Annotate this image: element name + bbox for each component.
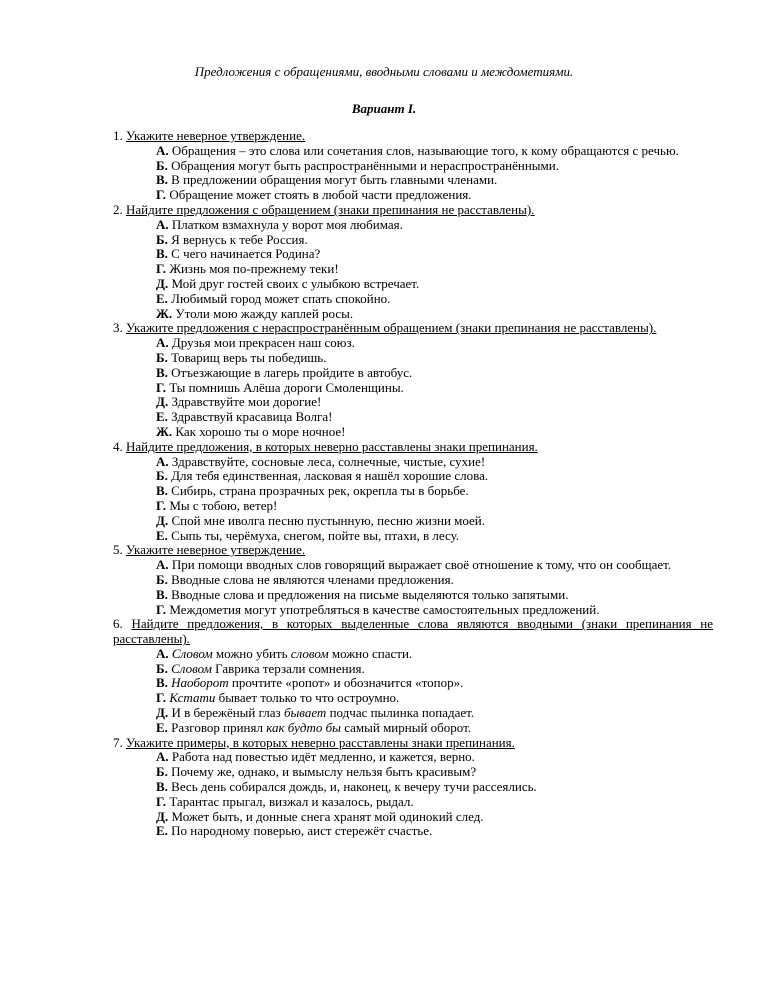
option-text: Весь день собирался дождь, и, наконец, к вечеру тучи рассеялись. [167,779,537,795]
option-text-part: можно убить [212,645,291,661]
answer-option [156,247,713,262]
answer-option [156,765,713,780]
question-text: Найдите предложения с обращением (знаки препинания не расставлены). [126,201,535,217]
answer-option [156,188,713,203]
answer-option [156,292,713,307]
option-text: С чего начинается Родина? [167,246,321,262]
option-letter: А. [156,142,169,158]
option-letter: Б. [156,231,168,247]
question-block [113,203,713,321]
answer-option [156,706,713,721]
answer-option [156,469,713,484]
option-text-part: бывает только то что остроумно. [215,690,400,706]
option-letter: Е. [156,290,168,306]
answer-option [156,455,713,470]
highlighted-word: бывает [283,705,327,721]
answer-option [156,780,713,795]
highlighted-word: словом [290,645,329,661]
option-letter: А. [156,749,169,765]
question-line [113,203,713,218]
answer-option [156,410,713,425]
option-letter: Г. [156,261,167,277]
answer-option [156,173,713,188]
option-text: Товарищ верь ты победишь. [167,349,327,365]
highlighted-word: как будто бы [266,719,341,735]
option-letter: Г. [156,187,167,203]
option-letter: В. [156,246,168,262]
answer-option [156,277,713,292]
option-letter: Д. [156,394,169,410]
option-letter: Д. [156,705,169,721]
option-text-part: И в бережёный глаз [168,705,284,721]
answer-option [156,381,713,396]
option-text: Обращения – это слова или сочетания слов, называющие того, к кому обращаются с речью. [168,142,679,158]
option-letter: Д. [156,808,169,824]
option-letter: А. [156,557,169,573]
answer-option [156,307,713,322]
question-number: 4. [113,438,123,454]
option-letter: В. [156,483,168,499]
option-letter: Е. [156,719,168,735]
document-title: Предложения с обращениями, вводными словами и междометиями. [194,64,574,79]
option-letter: Б. [156,349,168,365]
option-text-part: можно спасти. [328,645,413,661]
question-number: 5. [113,542,123,558]
option-letter: А. [156,453,169,469]
answer-option [156,395,713,410]
question-text: Укажите неверное утверждение. [126,542,306,558]
option-text: Отъезжающие в лагерь пройдите в автобус. [167,364,413,380]
question-line [113,321,713,336]
option-letter: Г. [156,601,167,617]
answer-option [156,529,713,544]
option-text-part: Разговор принял [167,719,267,735]
question-block [113,321,713,439]
question-line [113,440,713,455]
answer-option [156,676,713,691]
question-text: Найдите предложения, в которых неверно расставлены знаки препинания. [126,438,538,454]
option-letter: Е. [156,409,168,425]
option-text: Междометия могут употребляться в качестве самостоятельных предложений. [166,601,600,617]
option-text: Друзья мои прекрасен наш союз. [168,335,355,351]
answer-option [156,351,713,366]
option-text: Вводные слова и предложения на письме выделяются только запятыми. [167,586,569,602]
option-text: Спой мне иволга песню пустынную, песню жизни моей. [168,512,486,528]
question-block [113,736,713,840]
question-line [113,736,713,751]
question-block [113,617,713,735]
question-block [113,543,713,617]
question-number: 3. [113,320,123,336]
question-block [113,440,713,544]
option-letter: Г. [156,690,167,706]
question-number: 7. [113,734,123,750]
highlighted-word: Кстати [169,690,216,706]
question-line [113,543,713,558]
option-text-part: прочтите «ропот» и обозначится «топор». [228,675,464,691]
question-text: Укажите предложения с нераспространённым обращением (знаки препинания не расставлены). [126,320,657,336]
highlighted-word: Словом [171,645,213,661]
option-text: Вводные слова не являются членами предложения. [167,571,454,587]
answer-option [156,750,713,765]
option-text: Жизнь моя по-прежнему теки! [166,261,339,277]
answer-option [113,558,713,573]
option-text: Для тебя единственная, ласковая я нашёл хорошие слова. [167,468,489,484]
answer-option [156,366,713,381]
option-text-part: подчас пылинка попадает. [326,705,475,721]
option-text: Обращения могут быть распространёнными и нераспространёнными. [167,157,559,173]
option-text: Ты помнишь Алёша дороги Смоленщины. [166,379,404,395]
answer-option [156,159,713,174]
question-text: Укажите неверное утверждение. [126,128,306,143]
option-text: Платком взмахнула у ворот моя любимая. [168,216,403,232]
option-letter: В. [156,779,168,795]
option-text: Я вернусь к тебе Россия. [167,231,308,247]
option-text: Утоли мою жажду каплей росы. [172,305,354,321]
option-letter: В. [156,675,168,691]
question-text: Найдите предложения, в которых выделенные слова являются вводными (знаки препинания не расставлены). [113,616,714,647]
question-number: 2. [113,201,123,217]
option-letter: Б. [156,660,168,676]
answer-option [156,484,713,499]
option-text: Сыпь ты, черёмуха, снегом, пойте вы, птахи, в лесу. [167,527,460,543]
option-text: Тарантас прыгал, визжал и казалось, рыдал. [166,793,414,809]
option-letter: А. [156,645,169,661]
option-text: Здравствуйте, сосновые леса, солнечные, чистые, сухие! [168,453,486,469]
option-letter: А. [156,335,169,351]
answer-option [113,144,713,159]
option-text: По народному поверью, аист стережёт счастье. [167,823,433,839]
option-text: Здравствуйте мои дорогие! [168,394,322,410]
option-letter: В. [156,586,168,602]
answer-option [156,233,713,248]
answer-option [156,218,713,233]
option-text: В предложении обращения могут быть главными членами. [167,172,498,188]
option-text: Работа над повестью идёт медленно, и кажется, верно. [168,749,475,765]
option-text: Почему же, однако, и вымыслу нельзя быть красивым? [167,764,477,780]
question-number: 1. [113,128,123,143]
answer-option [156,425,713,440]
answer-option [156,795,713,810]
answer-option [156,824,713,839]
option-text: Любимый город может спать спокойно. [167,290,391,306]
answer-option [156,647,713,662]
answer-option [156,499,713,514]
option-text: Может быть, и донные снега хранят мой одинокий след. [168,808,484,824]
answer-option [156,336,713,351]
variant-heading: Вариант I. [351,101,417,116]
question-list [113,129,713,839]
option-text: Как хорошо ты о море ночное! [172,423,346,439]
option-text: При помощи вводных слов говорящий выражает своё отношение к тому, что он сообщает. [168,557,672,573]
option-letter: Ж. [156,423,173,439]
option-letter: Д. [156,512,169,528]
option-letter: Д. [156,275,169,291]
option-letter: Г. [156,497,167,513]
option-text: Сибирь, страна прозрачных рек, окрепла ты в борьбе. [167,483,469,499]
answer-option [156,588,713,603]
answer-option [156,662,713,677]
answer-option [156,691,713,706]
option-letter: Б. [156,764,168,780]
option-text-part: Гаврика терзали сомнения. [211,660,365,676]
question-line [113,617,713,647]
answer-option [156,573,713,588]
question-text: Укажите примеры, в которых неверно расставлены знаки препинания. [126,734,515,750]
answer-option [156,514,713,529]
answer-option [156,603,713,618]
option-letter: Г. [156,379,167,395]
option-letter: В. [156,364,168,380]
option-letter: Е. [156,823,168,839]
option-text: Здравствуй красавица Волга! [167,409,333,425]
option-text: Мой друг гостей своих с улыбкою встречает. [168,275,420,291]
option-text: Мы с тобою, ветер! [166,497,278,513]
answer-option [156,721,713,736]
question-number: 6. [113,616,123,632]
highlighted-word: Наоборот [171,675,229,691]
option-letter: Б. [156,571,168,587]
answer-option [156,810,713,825]
question-line [113,129,713,144]
option-text-part: самый мирный оборот. [340,719,472,735]
option-letter: Б. [156,157,168,173]
option-letter: Б. [156,468,168,484]
option-letter: Г. [156,793,167,809]
answer-option [156,262,713,277]
question-block [113,129,713,203]
option-text: Обращение может стоять в любой части предложения. [166,187,472,203]
option-letter: В. [156,172,168,188]
option-letter: Е. [156,527,168,543]
option-letter: Ж. [156,305,173,321]
option-letter: А. [156,216,169,232]
highlighted-word: Словом [171,660,212,676]
